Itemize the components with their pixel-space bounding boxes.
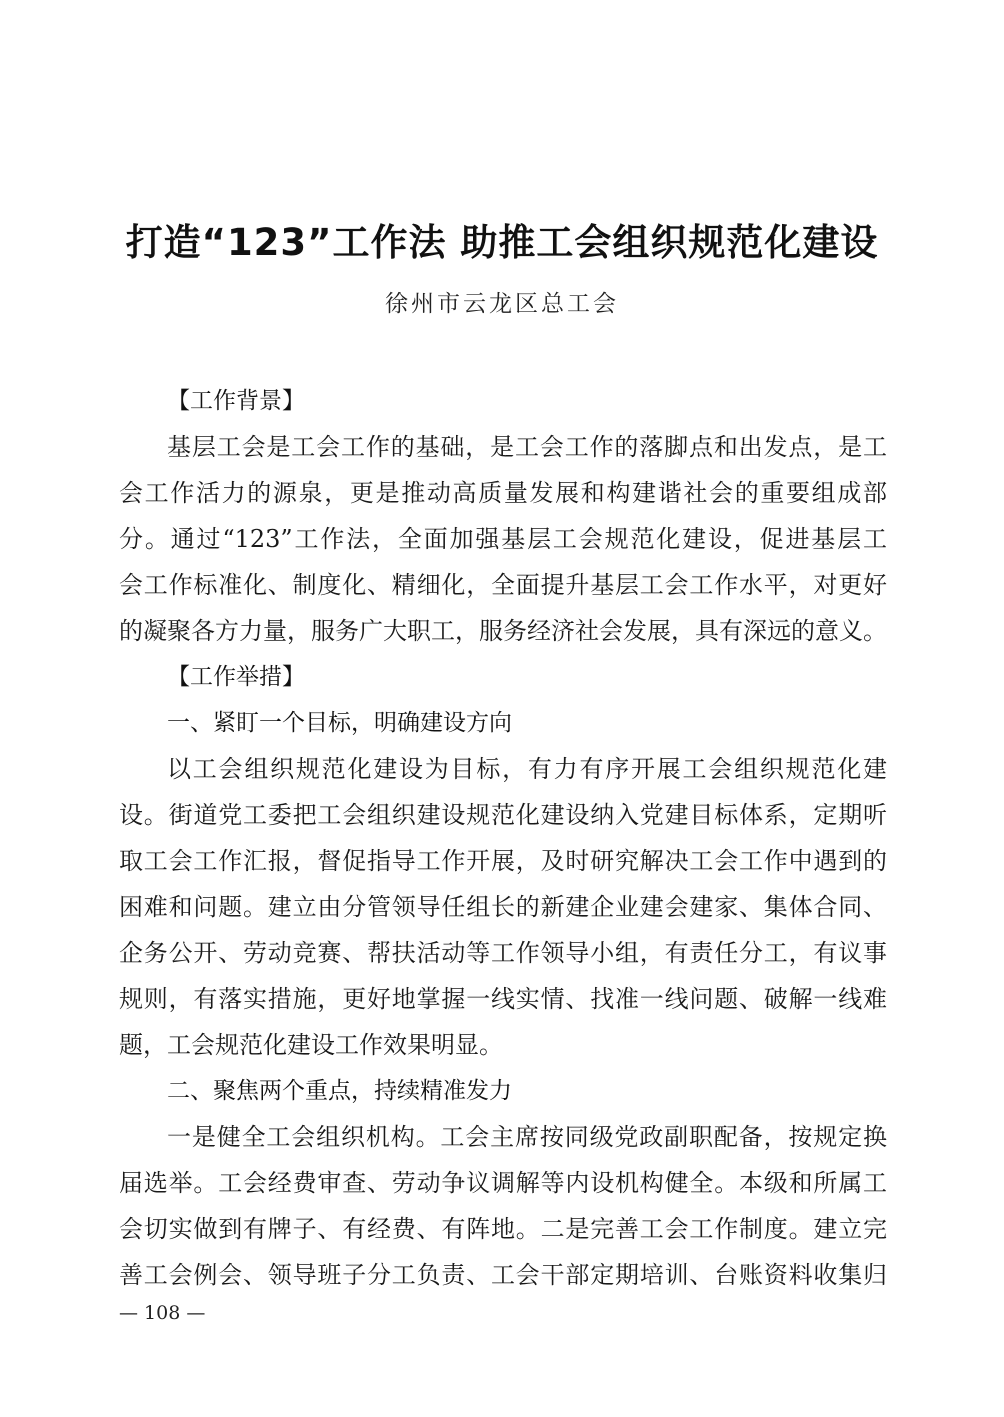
paragraph-line: 届选举。工会经费审查、劳动争议调解等内设机构健全。本级和所属工 <box>119 1169 887 1197</box>
paragraph-line: 基层工会是工会工作的基础，是工会工作的落脚点和出发点，是工 <box>167 433 887 461</box>
paragraph-line: 设。街道党工委把工会组织建设规范化建设纳入党建目标体系，定期听 <box>119 801 887 829</box>
paragraph-line: 善工会例会、领导班子分工负责、工会干部定期培训、台账资料收集归 <box>119 1261 887 1289</box>
page-number: — 108 — <box>119 1302 206 1324</box>
section-heading-measures: 【工作举措】 <box>167 664 305 690</box>
paragraph-line: 会工作标准化、制度化、精细化，全面提升基层工会工作水平，对更好 <box>119 571 887 599</box>
paragraph-line: 困难和问题。建立由分管领导任组长的新建企业建会建家、集体合同、 <box>119 893 887 921</box>
paragraph-line: 的凝聚各方力量，服务广大职工，服务经济社会发展，具有深远的意义。 <box>119 617 887 645</box>
paragraph-background <box>119 424 887 654</box>
paragraph-line: 一是健全工会组织机构。工会主席按同级党政副职配备，按规定换 <box>167 1123 887 1151</box>
paragraph-line: 会切实做到有牌子、有经费、有阵地。二是完善工会工作制度。建立完 <box>119 1215 887 1243</box>
paragraph-line: 分。通过“123”工作法，全面加强基层工会规范化建设，促进基层工 <box>119 525 887 553</box>
subsection-heading-one: 一、紧盯一个目标，明确建设方向 <box>167 710 512 736</box>
paragraph-line: 取工会工作汇报，督促指导工作开展，及时研究解决工会工作中遇到的 <box>119 847 887 875</box>
document-author: 徐州市云龙区总工会 <box>385 291 619 317</box>
paragraph-line: 规则，有落实措施，更好地掌握一线实情、找准一线问题、破解一线难 <box>119 985 887 1013</box>
document-body <box>119 378 887 1298</box>
paragraph-line: 会工作活力的源泉，更是推动高质量发展和构建谐社会的重要组成部 <box>119 479 887 507</box>
section-heading-background: 【工作背景】 <box>167 388 305 414</box>
paragraph-measure-one <box>119 746 887 1068</box>
paragraph-line: 以工会组织规范化建设为目标，有力有序开展工会组织规范化建 <box>167 755 887 783</box>
subsection-heading-two: 二、聚焦两个重点，持续精准发力 <box>167 1078 512 1104</box>
paragraph-measure-two <box>119 1114 887 1298</box>
paragraph-line: 题，工会规范化建设工作效果明显。 <box>119 1031 503 1059</box>
document-title: 打造“123”工作法 助推工会组织规范化建设 <box>125 221 879 264</box>
paragraph-line: 企务公开、劳动竞赛、帮扶活动等工作领导小组，有责任分工，有议事 <box>119 939 887 967</box>
